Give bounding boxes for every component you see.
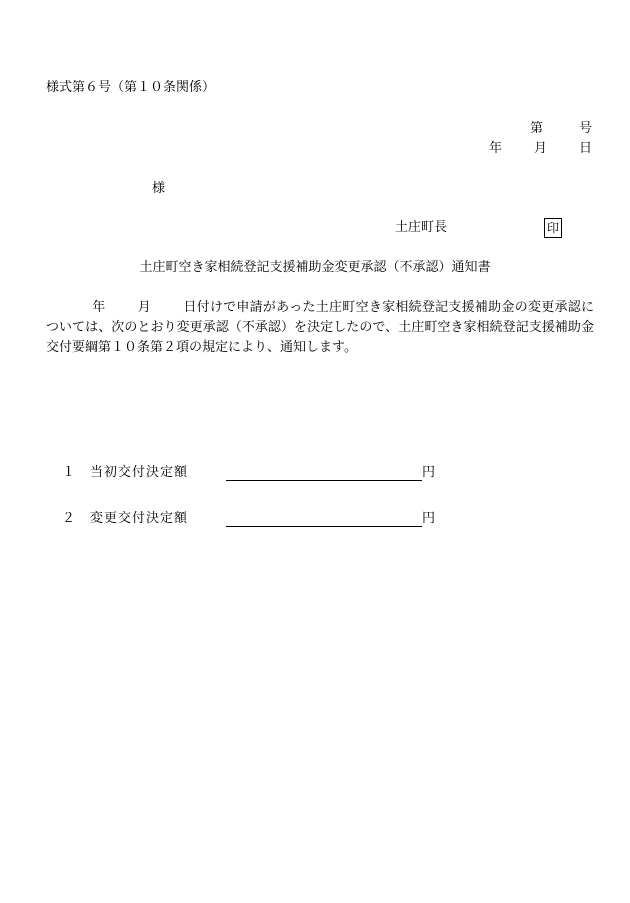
form-number: 様式第６号（第１０条関係） [46, 80, 216, 95]
document-title: 土庄町空き家相続登記支援補助金変更承認（不承認）通知書 [139, 260, 491, 275]
amount-blank-line [226, 466, 422, 481]
item-unit: 円 [422, 465, 436, 480]
date-year: 年 [488, 141, 502, 156]
item-label: 当初交付決定額 [90, 465, 189, 480]
addressee [152, 181, 165, 197]
issuer-name: 土庄町長 [395, 220, 448, 235]
issue-date [489, 141, 592, 157]
item-number: ２ [62, 511, 76, 526]
addressee-suffix: 様 [152, 181, 166, 196]
body-month: 月 [137, 300, 152, 315]
item-label: 変更交付決定額 [90, 511, 189, 526]
body-paragraph [46, 298, 594, 358]
amount-blank-line [226, 512, 422, 527]
body-year: 年 [92, 300, 106, 315]
issuer [395, 220, 447, 236]
list-item [62, 465, 435, 481]
document-number [530, 121, 592, 137]
seal-mark: 印 [544, 218, 562, 238]
date-month: 月 [533, 141, 547, 156]
date-day: 日 [578, 141, 592, 156]
item-unit: 円 [422, 511, 436, 526]
body-text: 日付けで申請があった土庄町空き家相続登記支援補助金の変更承認については、次のとおり変更承認（不承認）を決定したので、土庄町空き家相続登記支援補助金交付要綱第１０条第２項の規定により、通知します。 [46, 300, 594, 355]
item-number: １ [62, 465, 76, 480]
list-item [62, 511, 435, 527]
doc-number-prefix: 第 [529, 121, 543, 136]
doc-number-suffix: 号 [578, 121, 592, 136]
